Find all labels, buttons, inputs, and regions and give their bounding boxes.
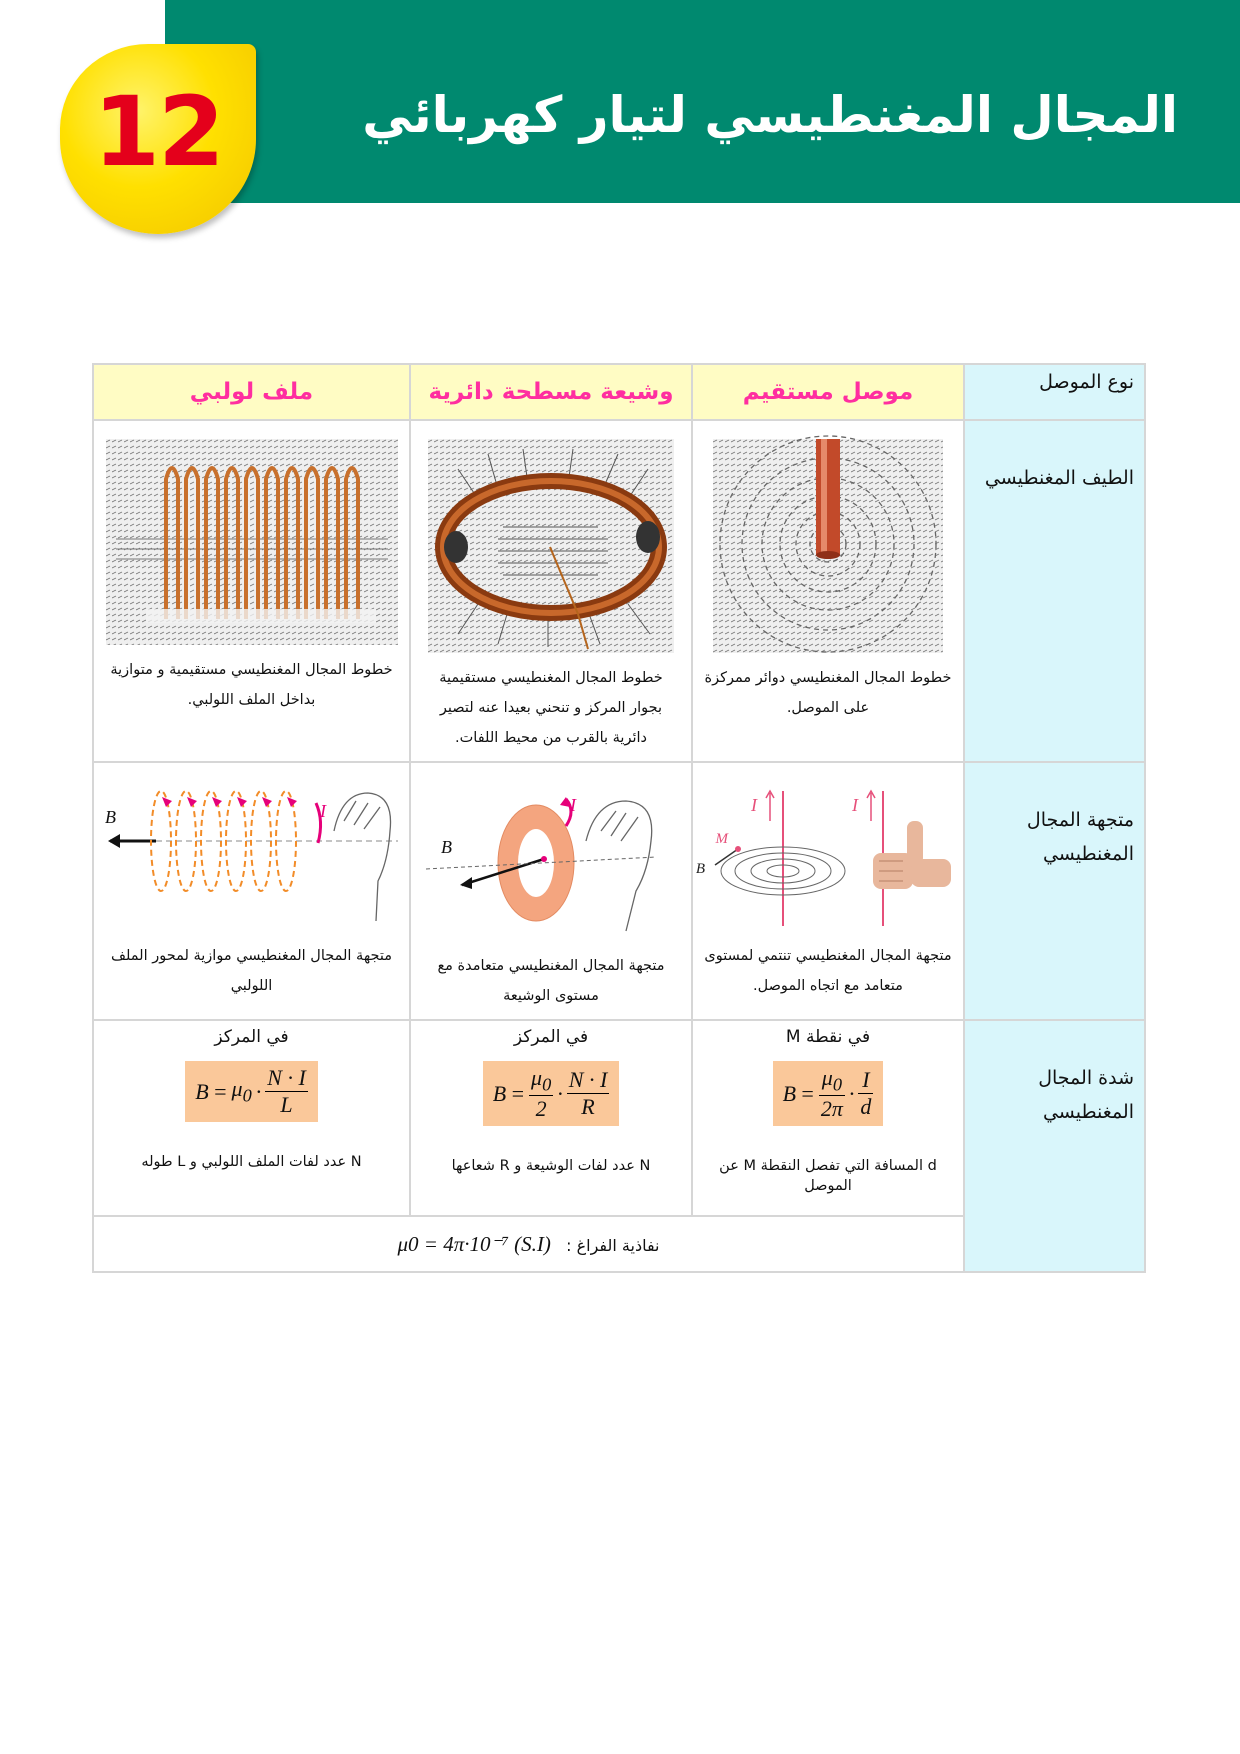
spectrum-caption-coil: خطوط المجال المغنطيسي مستقيمية بجوار المركز و تنحني بعيدا عنه لتصير دائرية بالقرب من محيط اللفات. [439,670,663,746]
intensity-cell-coil [410,1020,692,1216]
formula-note-coil: N عدد لفات الوشيعة و R شعاعها [451,1158,651,1175]
spectrum-caption-straight: خطوط المجال المغنطيسي دوائر ممركزة على الموصل. [704,670,952,716]
magnetic-field-table [92,363,1146,1273]
numerator-n-i: N · I [568,1067,608,1093]
vector-caption-solenoid: متجهة المجال المغنطيسي موازية لمحور الملف اللولبي [110,948,393,994]
vector-cell-solenoid [93,762,410,1020]
formula-straight [773,1061,884,1126]
intensity-cell-solenoid [93,1020,410,1216]
formula-title-coil: في المركز [513,1027,589,1047]
vector-cell-coil [410,762,692,1020]
mu-subscript: 0 [832,1074,843,1095]
mu-subscript: 0 [242,1085,252,1106]
current-label-coil: I [570,795,576,815]
formula-note-solenoid: N عدد لفات الملف اللولبي و L طوله [141,1154,362,1170]
spectrum-cell-coil [410,420,692,762]
flat-coil-spectrum-image [428,439,674,653]
permeability-equation: μ0 = 4π·10⁻⁷ (S.I) [397,1231,551,1256]
flat-coil-vector-diagram [426,781,676,941]
mu-symbol: μ [821,1065,833,1090]
formula-dot: · [557,1080,563,1106]
row-label-vector: متجهة المجال المغنطيسي [964,762,1145,1020]
header-band [165,0,1240,203]
current-label-straight: I [751,795,757,815]
lesson-number-badge [60,44,256,234]
column-header-straight: موصل مستقيم [692,364,964,420]
table-row-intensity [93,1020,1145,1216]
mu-subscript: 0 [542,1074,552,1095]
vector-caption-coil: متجهة المجال المغنطيسي متعامدة مع مستوى الوشيعة [437,958,665,1004]
formula-title-straight: في نقطة M [785,1027,871,1047]
denominator-r: R [581,1094,595,1120]
row-label-spectrum: الطيف المغنطيسي [964,420,1145,762]
spectrum-caption-solenoid: خطوط المجال المغنطيسي مستقيمية و متوازية بداخل الملف اللولبي. [110,662,393,708]
column-header-solenoid: ملف لولبي [93,364,410,420]
formula-dot: · [848,1080,855,1106]
permeability-label: نفاذية الفراغ : [566,1235,660,1255]
formula-equals: = [212,1078,228,1104]
denominator-two-pi: 2π [820,1096,843,1122]
mu-symbol: μ [231,1076,243,1102]
right-hand-thumb-icon [873,821,951,889]
right-hand-curl-icon [586,801,652,931]
formula-dot: · [255,1078,262,1104]
vector-cell-straight [692,762,964,1020]
denominator-two: 2 [535,1096,547,1122]
numerator-i: I [858,1067,873,1094]
formula-title-solenoid: في المركز [214,1027,289,1047]
solenoid-vector-diagram [106,781,398,931]
denominator-l: L [280,1092,293,1117]
formula-symbol-b: B [782,1080,797,1106]
permeability-note [93,1216,964,1272]
table-row-vector [93,762,1145,1020]
b-vector-label-straight: B [695,861,705,877]
formula-equals: = [510,1080,526,1106]
spectrum-cell-solenoid [93,420,410,762]
page-title: المجال المغنطيسي لتيار كهربائي [362,86,1178,144]
mu-symbol: μ [531,1065,543,1090]
vector-caption-straight: متجهة المجال المغنطيسي تنتمي لمستوى متعامد مع اتجاه الموصل. [704,948,952,994]
solenoid-spectrum-image [106,439,398,645]
column-header-coil: وشيعة مسطحة دائرية [410,364,692,420]
row-label-intensity: شدة المجال المغنطيسي [964,1020,1145,1272]
right-hand-curl-icon [334,793,391,921]
formula-coil [483,1061,620,1126]
current-label-hand: I [852,795,858,815]
formula-solenoid [185,1061,318,1122]
formula-symbol-b: B [492,1080,507,1106]
formula-equals: = [800,1080,815,1106]
spectrum-cell-straight [692,420,964,762]
lesson-number: 12 [93,76,223,188]
row-label-type: نوع الموصل [964,364,1145,420]
numerator-n-i: N · I [267,1065,306,1090]
straight-wire-spectrum-image [713,439,943,653]
table-header-row [93,364,1145,420]
current-label-solenoid: I [319,801,326,821]
straight-wire-vector-diagram [695,781,953,931]
formula-note-straight: d المسافة التي تفصل النقطة M عن الموصل [719,1158,937,1195]
table-row-spectrum [93,420,1145,762]
b-vector-label-solenoid: B [104,807,116,827]
b-vector-label-coil: B [441,837,452,857]
formula-symbol-b: B [195,1078,209,1104]
denominator-d: d [860,1094,872,1120]
point-label-m: M [715,831,728,847]
intensity-cell-straight [692,1020,964,1216]
